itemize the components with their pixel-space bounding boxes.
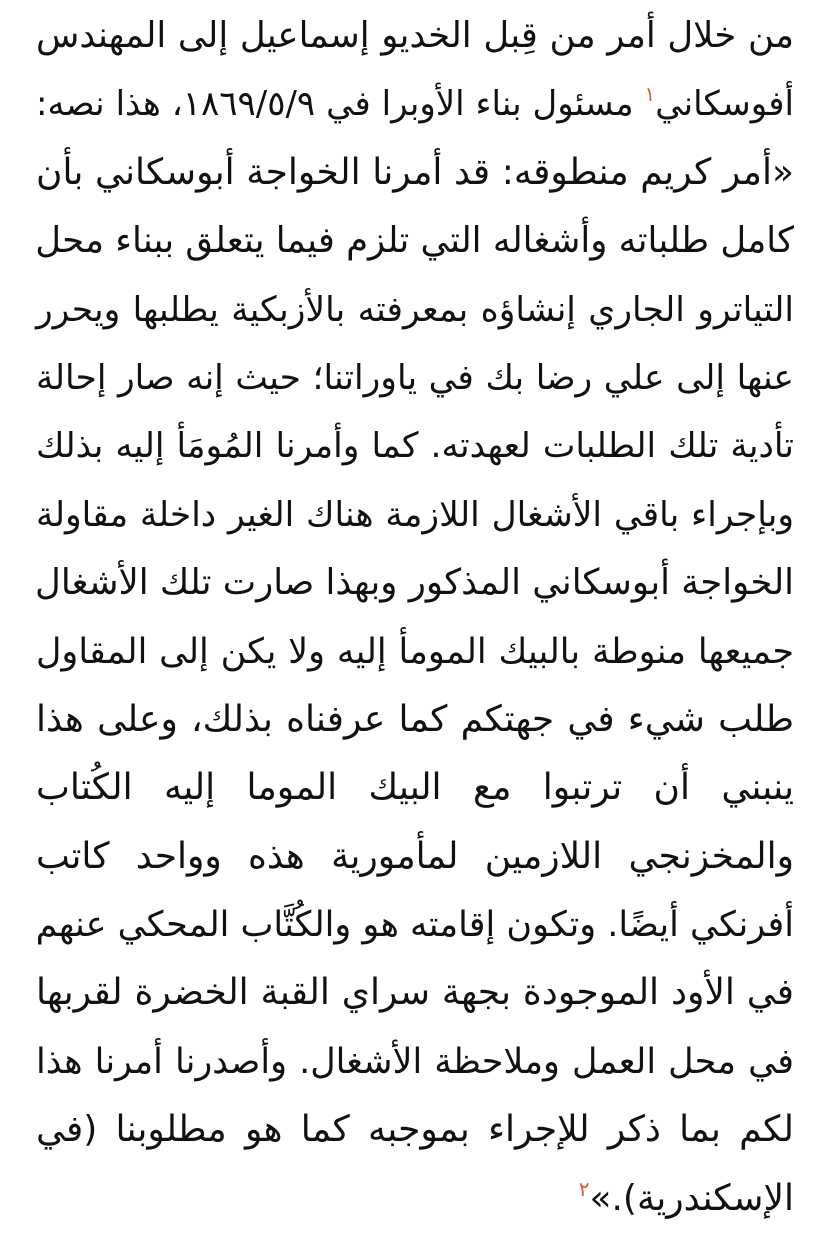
text-line: ينبني أن ترتبوا مع البيك الموما إليه الكُتاب — [36, 767, 794, 809]
body-text — [36, 2, 794, 1233]
text-line: وبإجراء باقي الأشغال اللازمة هناك الغير داخلة مقاولة — [36, 494, 794, 535]
text-line: جميعها منوطة بالبيك المومأ إليه ولا يكن إلى المقاول — [36, 631, 794, 672]
text-line: تأدية تلك الطلبات لعهدته. كما وأمرنا المُومَأ إليه بذلك — [36, 426, 794, 467]
text-line: لكم بما ذكر للإجراء بموجبه كما هو مطلوبنا (في — [36, 1109, 794, 1151]
text-line: في محل العمل وملاحظة الأشغال. وأصدرنا أمرنا هذا — [36, 1041, 794, 1082]
text-segment: أفوسكاني — [655, 84, 794, 125]
text-line — [36, 70, 794, 138]
text-line — [36, 1165, 794, 1233]
text-line: أفرنكي أيضًا. وتكون إقامته هو والكُتَّاب المحكي عنهم — [35, 905, 794, 946]
text-line: طلب شيء في جهتكم كما عرفناه بذلك، وعلى هذا — [36, 698, 794, 740]
text-line: «أمر كريم منطوقه: قد أمرنا الخواجة أبوسكاني بأن — [36, 151, 794, 193]
text-line: التياترو الجاري إنشاؤه بمعرفته بالأزبكية يطلبها ويحرر — [36, 289, 794, 330]
text-line: كامل طلباته وأشغاله التي تلزم فيما يتعلق ببناء محل — [35, 220, 794, 262]
footnote-marker[interactable]: ١ — [644, 82, 656, 107]
text-segment: الإسكندرية).» — [589, 1177, 794, 1219]
text-line: عنها إلى علي رضا بك في ياوراتنا؛ حيث إنه صار إحالة — [36, 357, 794, 398]
text-line: في الأود الموجودة بجهة سراي القبة الخضرة لقربها — [36, 972, 794, 1014]
footnote-marker[interactable]: ٢ — [578, 1176, 590, 1201]
text-line: والمخزنجي اللازمين لمأمورية هذه وواحد كاتب — [36, 835, 794, 877]
text-line: من خلال أمر من قِبل الخديو إسماعيل إلى المهندس — [36, 15, 794, 56]
text-line: الخواجة أبوسكاني المذكور وبهذا صارت تلك الأشغال — [35, 562, 794, 604]
text-segment: مسئول بناء الأوبرا في ١٨٦٩/٥/٩، هذا نصه: — [36, 84, 645, 125]
